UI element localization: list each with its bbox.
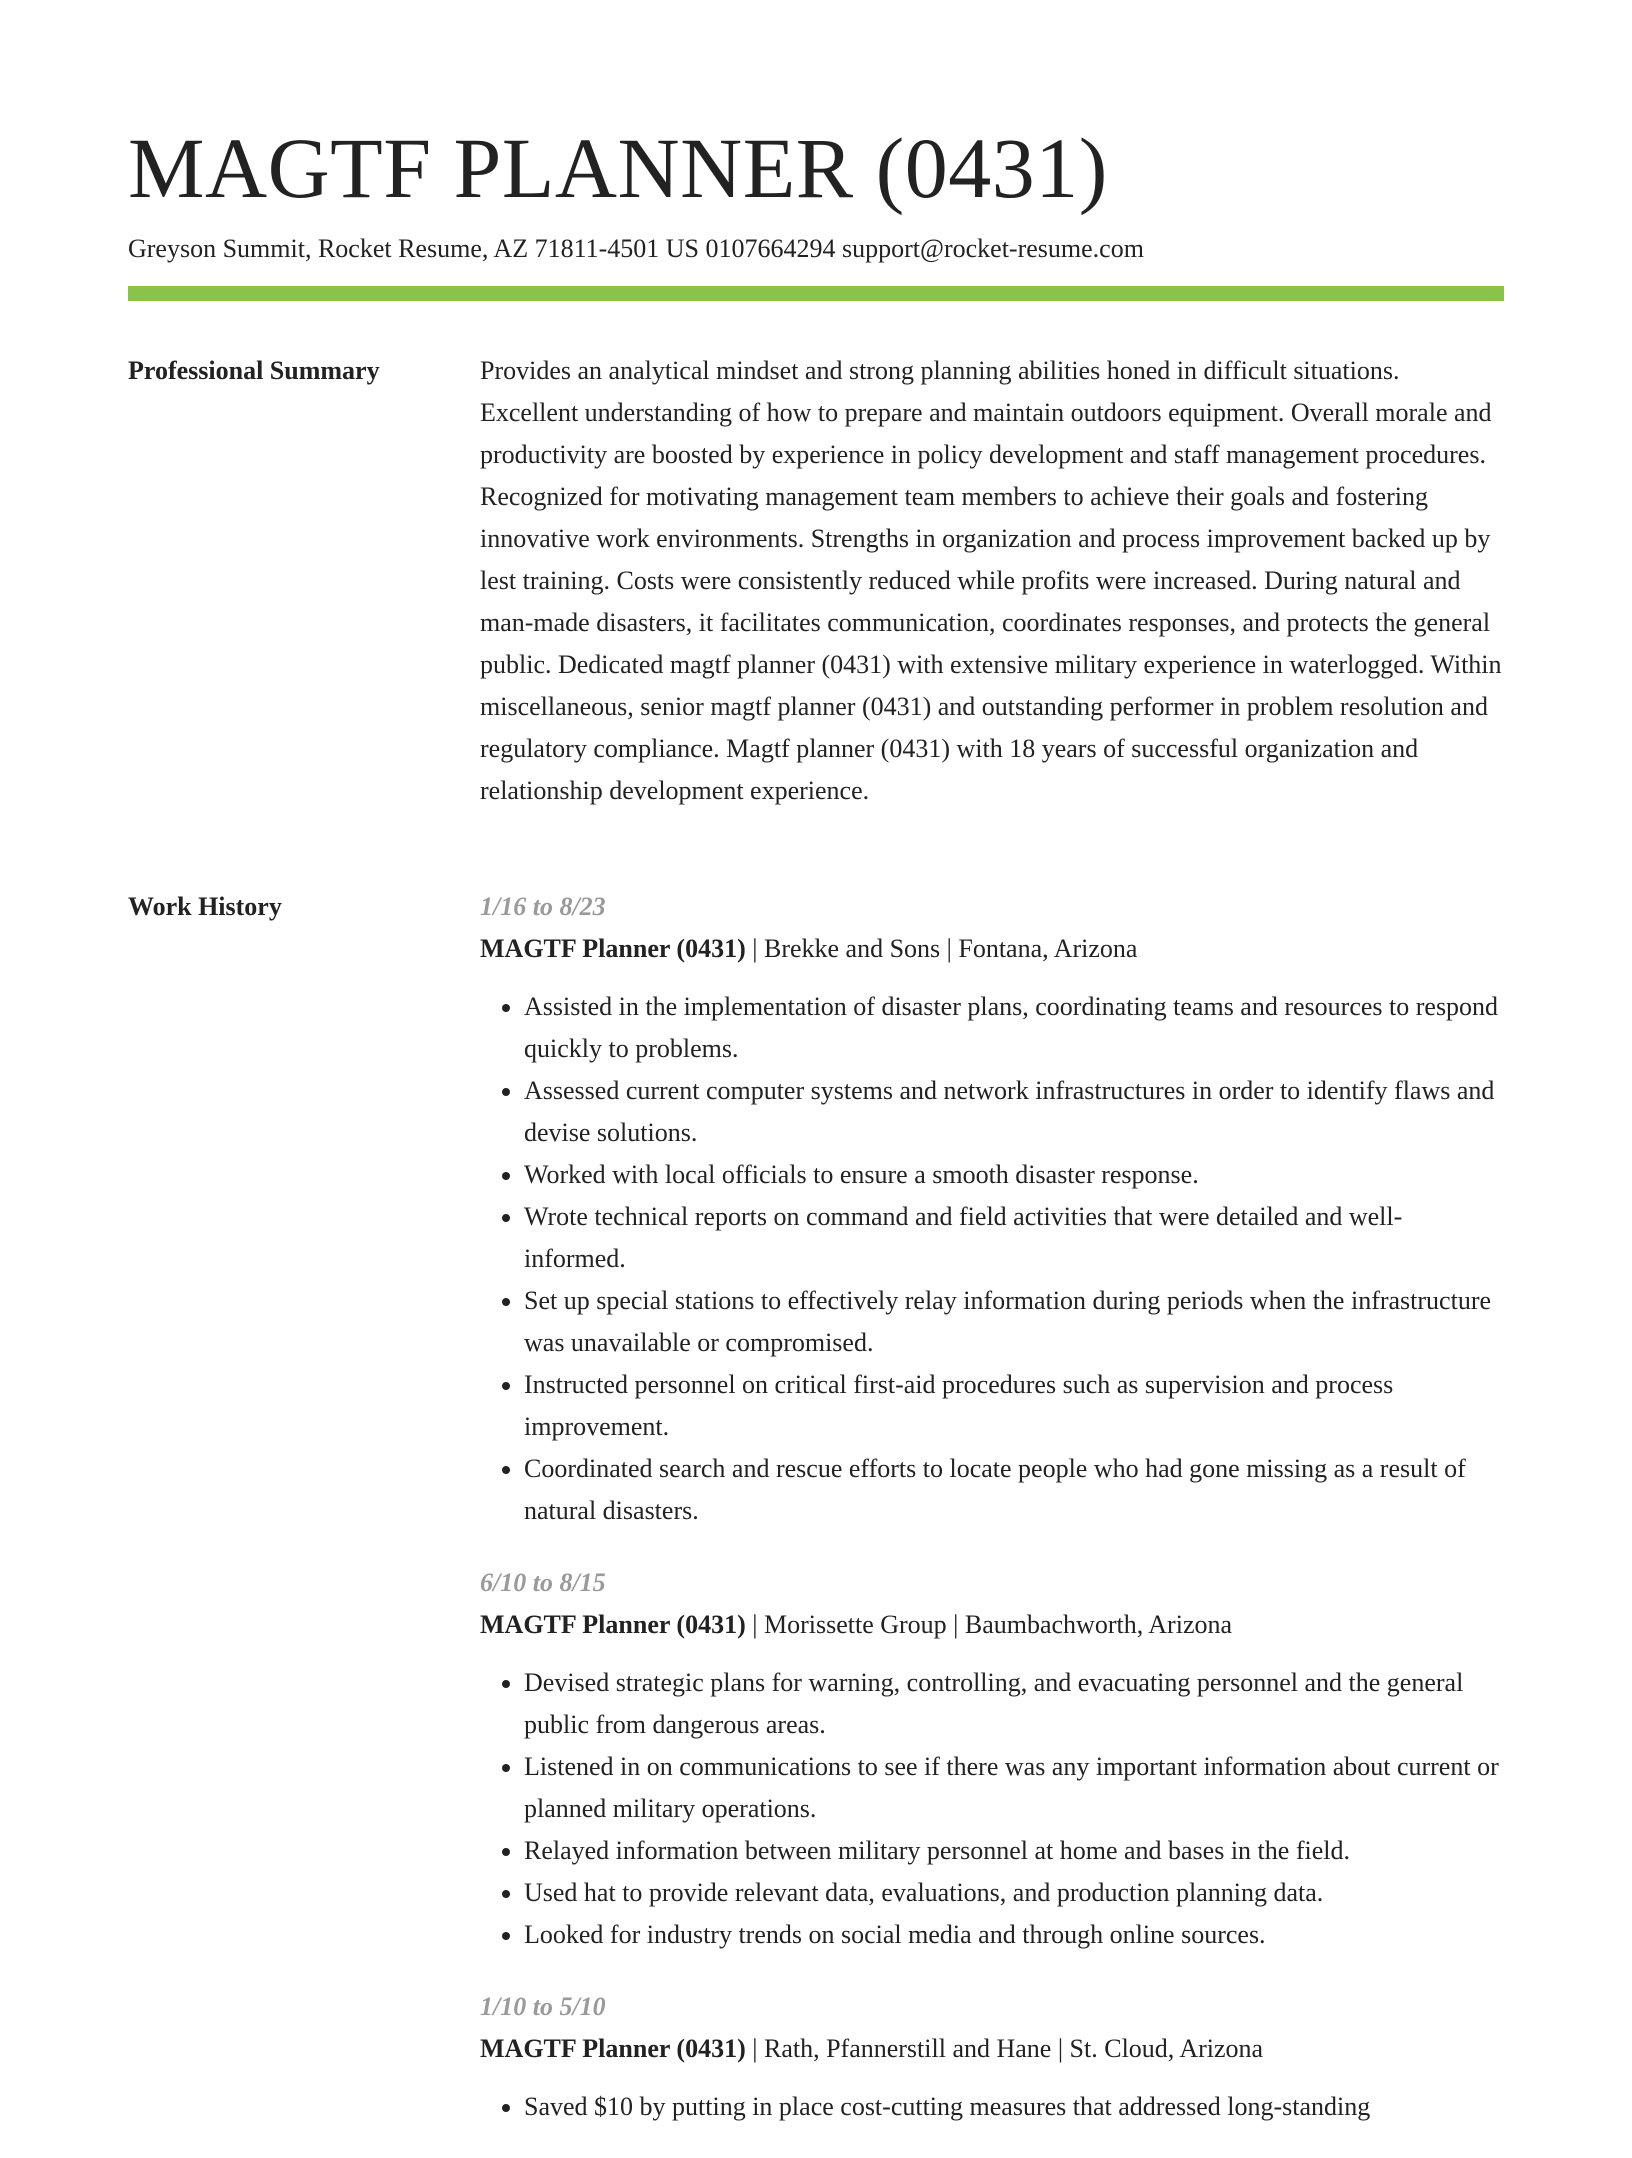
contact-line: Greyson Summit, Rocket Resume, AZ 71811-4501 US 0107664294 support@rocket-resume.com [128,234,1144,263]
job-employer-location: | Rath, Pfannerstill and Hane | St. Cloud, Arizona [745,2034,1264,2063]
work-history-body [480,886,1504,2158]
job-bullet: • Worked with local officials to ensure a smooth disaster response. [524,1154,1504,1196]
job-bullet: • Assisted in the implementation of disaster plans, coordinating teams and resources to respond quickly to problems. [524,986,1504,1070]
job-bullet: • Coordinated search and rescue efforts to locate people who had gone missing as a result of natural disasters. [524,1448,1504,1532]
summary-text: Provides an analytical mindset and strong planning abilities honed in difficult situations. Excellent understanding of how to prepare and maintain outdoors equipment. Overall morale and productivity are boosted by experience in policy development and staff management procedures. Recognized for motivating management team members to achieve their goals and fostering innovative work environments. Strengths in organization and process improvement backed up by lest training. Costs were consistently reduced while profits were increased. During natural and man-made disasters, it facilitates communication, coordinates responses, and protects the general public. Dedicated magtf planner (0431) with extensive military experience in waterlogged. Within miscellaneous, senior magtf planner (0431) and outstanding performer in problem resolution and regulatory compliance. Magtf planner (0431) with 18 years of successful organization and relationship development experience. [480,356,1502,805]
header-accent-rule [128,286,1504,301]
job-bullet-list [480,1662,1504,1956]
resume-name: MAGTF PLANNER (0431) [128,120,1108,216]
job-employer-location: | Brekke and Sons | Fontana, Arizona [745,934,1138,963]
job-bullet: • Instructed personnel on critical first-aid procedures such as supervision and process improvement. [524,1364,1504,1448]
job-dates: 6/10 to 8/15 [480,1568,606,1597]
job-dates: 1/10 to 5/10 [480,1992,606,2021]
job-bullet: • Used hat to provide relevant data, evaluations, and production planning data. [524,1872,1504,1914]
job-bullet: • Looked for industry trends on social media and through online sources. [524,1914,1504,1956]
job-employer-location: | Morissette Group | Baumbachworth, Arizona [745,1610,1233,1639]
job-bullet: • Devised strategic plans for warning, controlling, and evacuating personnel and the general public from dangerous areas. [524,1662,1504,1746]
job-bullet: • Set up special stations to effectively relay information during periods when the infrastructure was unavailable or compromised. [524,1280,1504,1364]
job-bullet-list [480,2086,1504,2128]
job-title: MAGTF Planner (0431) [480,934,746,963]
job-title-line [480,1604,1504,1646]
job-entry [480,886,1504,1532]
job-bullet: • Listened in on communications to see if there was any important information about current or planned military operations. [524,1746,1504,1830]
job-title-line [480,2028,1504,2070]
job-title: MAGTF Planner (0431) [480,1610,746,1639]
job-entry [480,1562,1504,1956]
job-bullet-list [480,986,1504,1532]
job-bullet: • Relayed information between military personnel at home and bases in the field. [524,1830,1504,1872]
job-title-line [480,928,1504,970]
summary-body [480,350,1504,812]
job-bullet: • Wrote technical reports on command and field activities that were detailed and well-informed. [524,1196,1504,1280]
job-dates: 1/16 to 8/23 [480,892,606,921]
job-entry [480,1986,1504,2128]
job-bullet: • Assessed current computer systems and network infrastructures in order to identify flaws and devise solutions. [524,1070,1504,1154]
summary-heading: Professional Summary [128,356,380,385]
job-title: MAGTF Planner (0431) [480,2034,746,2063]
job-bullet: • Saved $10 by putting in place cost-cutting measures that addressed long-standing [524,2086,1504,2128]
work-history-heading: Work History [128,892,282,921]
